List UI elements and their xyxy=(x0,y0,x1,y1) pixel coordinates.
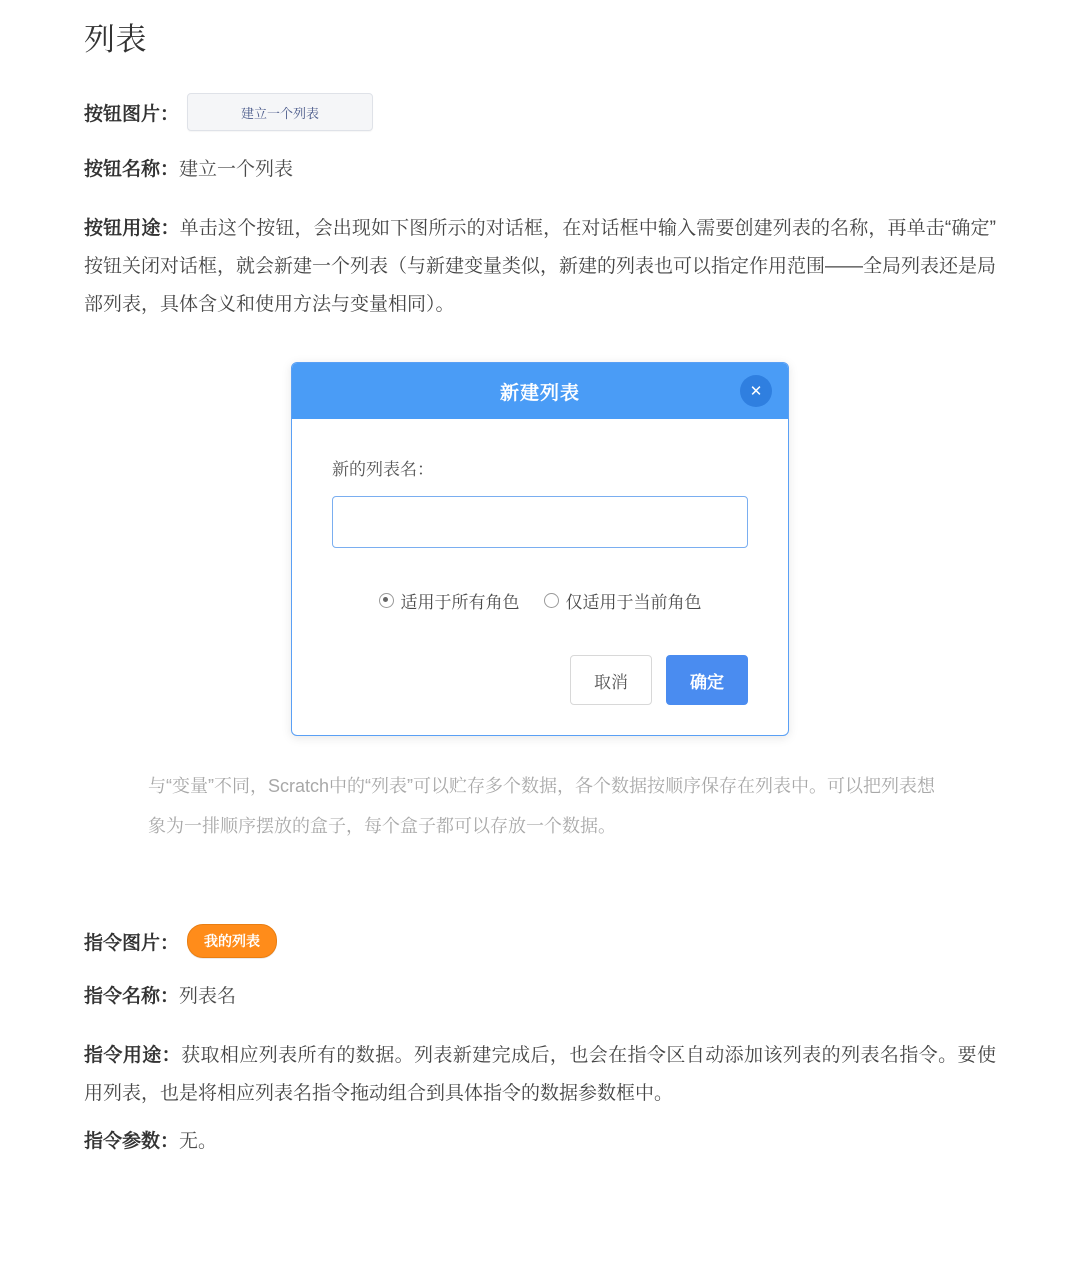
radio-all-sprites[interactable] xyxy=(379,588,520,613)
command-usage-paragraph: 指令用途：获取相应列表所有的数据。列表新建完成后，也会在指令区自动添加该列表的列表名指令。要使用列表，也是将相应列表名指令拖动组合到具体指令的数据参数框中。 xyxy=(84,1045,996,1104)
button-usage-paragraph: 按钮用途：单击这个按钮，会出现如下图所示的对话框，在对话框中输入需要创建列表的名称，再单击“确定”按钮关闭对话框，就会新建一个列表（与新建变量类似，新建的列表也可以指定作用范围——全局列表还是局部列表，具体含义和使用方法与变量相同）。 xyxy=(84,218,997,315)
radio-this-sprite[interactable] xyxy=(544,588,702,613)
close-icon[interactable]: ✕ xyxy=(740,375,772,407)
page-title: 列表 xyxy=(84,22,147,57)
list-name-input[interactable] xyxy=(332,496,748,548)
button-image-row xyxy=(84,93,996,131)
list-reporter-block-image[interactable]: 我的列表 xyxy=(187,924,277,958)
command-image-row xyxy=(84,924,996,958)
command-params-value: 无。 xyxy=(179,1131,218,1152)
radio-all-sprites-label: 适用于所有角色 xyxy=(400,593,520,612)
command-name-value: 列表名 xyxy=(179,986,237,1007)
button-name-label: 按钮名称 xyxy=(84,159,161,180)
new-list-dialog xyxy=(291,362,789,736)
button-name-value: 建立一个列表 xyxy=(179,159,294,180)
command-name-label: 指令名称 xyxy=(84,986,161,1007)
confirm-button[interactable]: 确定 xyxy=(666,655,748,705)
cancel-button[interactable]: 取消 xyxy=(570,655,652,705)
command-usage-label: 指令用途 xyxy=(84,1045,162,1066)
command-image-label: 指令图片： xyxy=(84,932,180,954)
new-list-dialog-figure xyxy=(84,362,996,736)
create-list-button-image[interactable]: 建立一个列表 xyxy=(187,93,373,131)
list-name-field-label: 新的列表名： xyxy=(332,460,434,479)
command-params-label: 指令参数 xyxy=(84,1131,161,1152)
section-spacer xyxy=(84,846,996,924)
button-image-label: 按钮图片： xyxy=(84,103,180,125)
radio-this-sprite-mark[interactable] xyxy=(544,593,559,608)
dialog-actions xyxy=(332,655,748,705)
command-name-row: 指令名称：列表名 xyxy=(84,986,237,1007)
command-params-row: 指令参数：无。 xyxy=(84,1131,218,1152)
dialog-title: 新建列表 xyxy=(499,382,580,404)
button-name-row: 按钮名称：建立一个列表 xyxy=(84,159,294,180)
document-page xyxy=(0,14,1080,1212)
note-paragraph: 与“变量”不同，Scratch中的“列表”可以贮存多个数据，各个数据按顺序保存在列表中。可以把列表想象为一排顺序摆放的盒子，每个盒子都可以存放一个数据。 xyxy=(148,776,935,836)
radio-this-sprite-label: 仅适用于当前角色 xyxy=(565,593,702,612)
scope-radio-group xyxy=(332,588,748,613)
dialog-body xyxy=(292,419,788,735)
dialog-header xyxy=(292,363,788,419)
radio-all-sprites-mark[interactable] xyxy=(379,593,394,608)
button-usage-text: 单击这个按钮，会出现如下图所示的对话框，在对话框中输入需要创建列表的名称，再单击“确定”按钮关闭对话框，就会新建一个列表（与新建变量类似，新建的列表也可以指定作用范围——全局列表还是局部列表，具体含义和使用方法与变量相同）。 xyxy=(84,218,997,315)
button-usage-label: 按钮用途 xyxy=(84,218,161,239)
command-usage-text: 获取相应列表所有的数据。列表新建完成后，也会在指令区自动添加该列表的列表名指令。要使用列表，也是将相应列表名指令拖动组合到具体指令的数据参数框中。 xyxy=(84,1045,996,1104)
